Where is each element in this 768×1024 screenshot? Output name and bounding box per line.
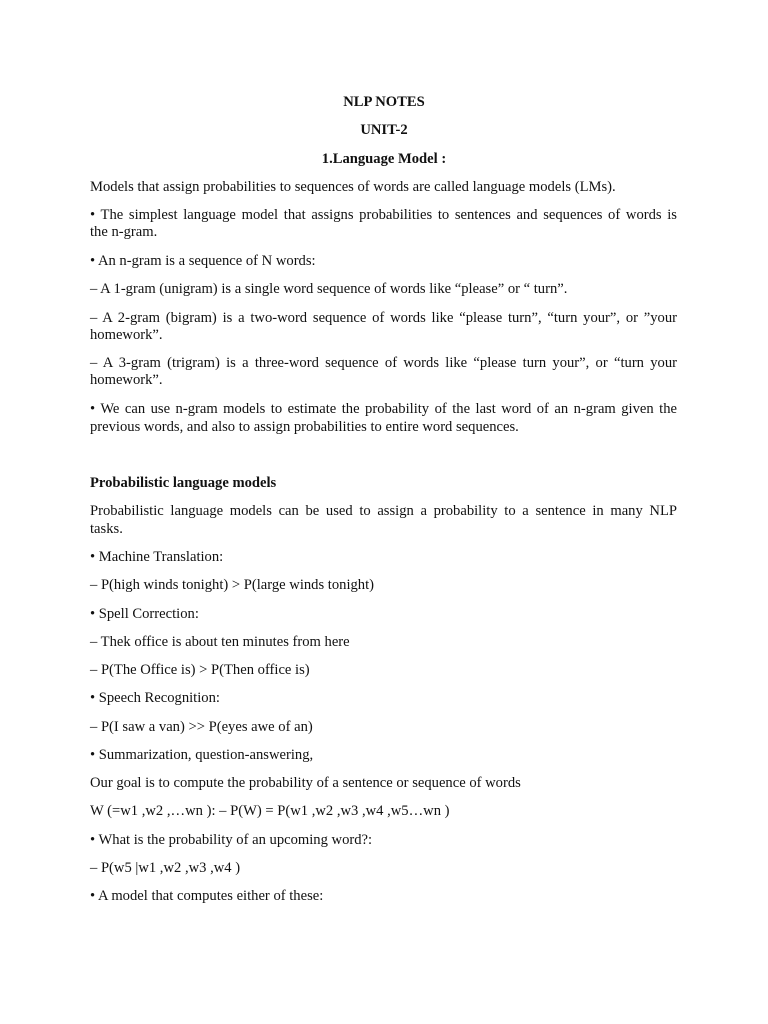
upcoming-word-formula: – P(w5 |w1 ,w2 ,w3 ,w4 ) [90, 860, 241, 876]
summarization-item: • Summarization, question-answering, [90, 747, 314, 763]
ngram-estimate-line-1: • We can use n-gram models to estimate the probability of the last word of an n-gram given the [90, 401, 677, 417]
machine-translation-label: • Machine Translation: [90, 549, 224, 565]
upcoming-word-question: • What is the probability of an upcoming word?: [90, 832, 373, 848]
unit-heading: UNIT-2 [360, 122, 408, 138]
lm-definition: Models that assign probabilities to sequences of words are called language models (LMs). [90, 179, 616, 195]
machine-translation-example: – P(high winds tonight) > P(large winds tonight) [90, 577, 375, 593]
sequence-probability-formula: W (=w1 ,w2 ,…wn ): – P(W) = P(w1 ,w2 ,w3 ,w4 ,w5…wn ) [90, 803, 450, 819]
trigram-example-line-1: – A 3-gram (trigram) is a three-word sequence of words like “please turn your”, or “turn your [90, 355, 677, 371]
model-computes-item: • A model that computes either of these: [90, 888, 324, 904]
bigram-example-line-2: homework”. [90, 327, 163, 343]
trigram-example-line-2: homework”. [90, 372, 163, 388]
unigram-example: – A 1-gram (unigram) is a single word sequence of words like “please” or “ turn”. [90, 281, 568, 297]
ngram-estimate-line-2: previous words, and also to assign probabilities to entire word sequences. [90, 419, 519, 435]
speech-recognition-example: – P(I saw a van) >> P(eyes awe of an) [90, 719, 313, 735]
probabilistic-desc-line-1: Probabilistic language models can be used to assign a probability to a sentence in many NLP [90, 503, 677, 519]
spell-correction-example-1: – Thek office is about ten minutes from here [90, 634, 350, 650]
simplest-model-line-2: the n-gram. [90, 224, 158, 240]
bigram-example-line-1: – A 2-gram (bigram) is a two-word sequence of words like “please turn”, “turn your”, or ”your [90, 310, 677, 326]
ngram-definition: • An n-gram is a sequence of N words: [90, 253, 316, 269]
speech-recognition-label: • Speech Recognition: [90, 690, 220, 706]
document-title: NLP NOTES [343, 94, 425, 110]
goal-statement: Our goal is to compute the probability of a sentence or sequence of words [90, 775, 521, 791]
simplest-model-line-1: • The simplest language model that assigns probabilities to sentences and sequences of words is [90, 207, 677, 223]
spell-correction-label: • Spell Correction: [90, 606, 199, 622]
probabilistic-heading: Probabilistic language models [90, 475, 277, 491]
spell-correction-example-2: – P(The Office is) > P(Then office is) [90, 662, 310, 678]
section-heading: 1.Language Model : [321, 151, 447, 167]
probabilistic-desc-line-2: tasks. [90, 521, 123, 537]
